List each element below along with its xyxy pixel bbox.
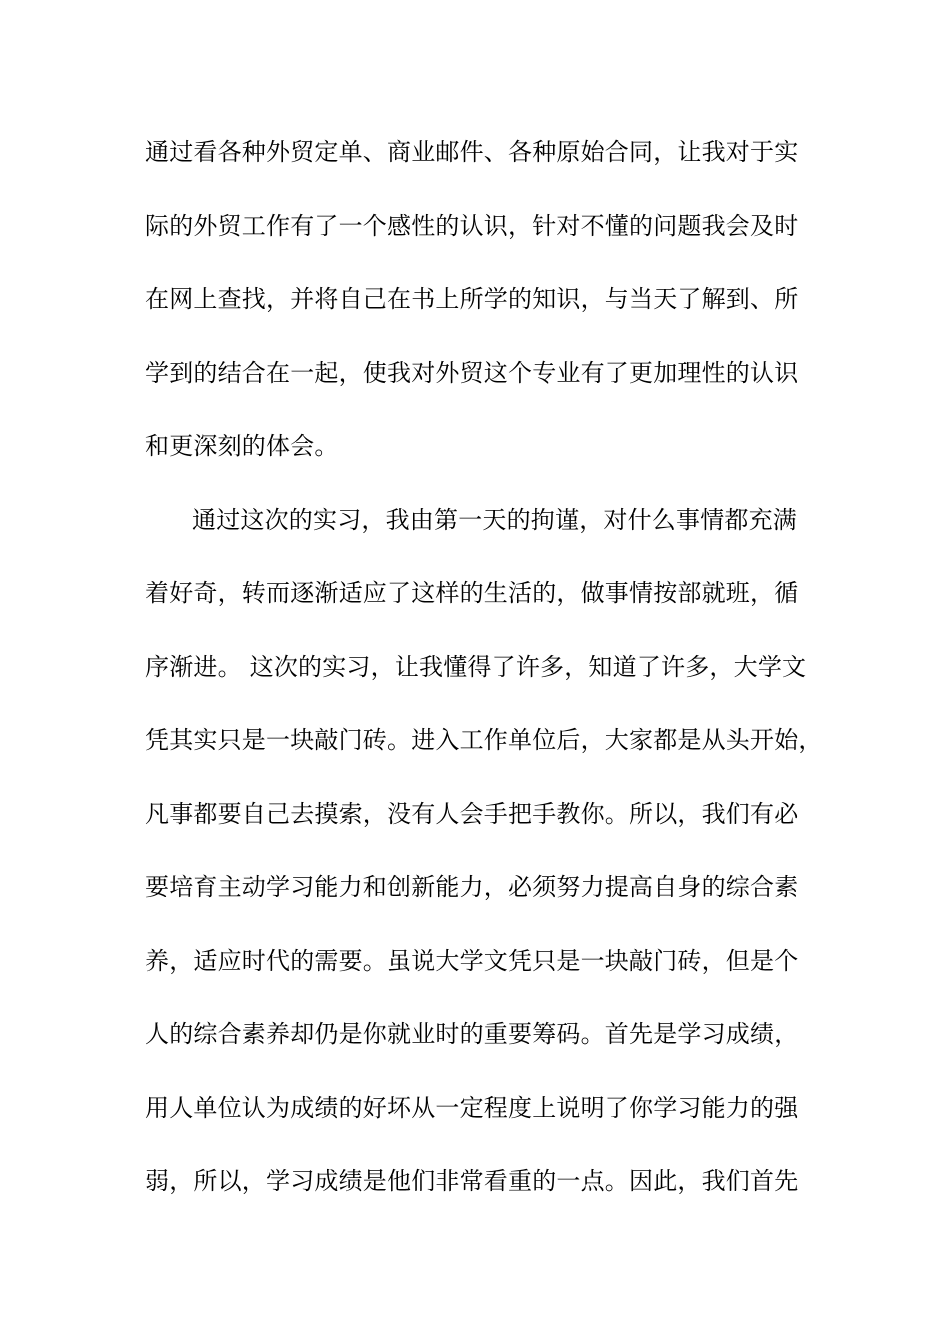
text-line: 凡事都要自己去摸索，没有人会手把手教你。所以，我们有必 [145, 799, 799, 828]
body-text [145, 128, 845, 1231]
text-line: 学到的结合在一起，使我对外贸这个专业有了更加理性的认识 [145, 358, 799, 387]
text-line: 用人单位认为成绩的好坏从一定程度上说明了你学习能力的强 [145, 1093, 799, 1122]
text-line: 着好奇，转而逐渐适应了这样的生活的，做事情按部就班，循 [145, 579, 799, 607]
text-line: 凭其实只是一块敲门砖。进入工作单位后，大家都是从头开始， [145, 726, 823, 754]
text-line: 际的外贸工作有了一个感性的认识，针对不懂的问题我会及时 [145, 211, 799, 240]
text-line: 养，适应时代的需要。虽说大学文凭只是一块敲门砖，但是个 [145, 946, 799, 975]
text-line: 通过看各种外贸定单、商业邮件、各种原始合同，让我对于实 [145, 138, 799, 166]
text-line: 序渐进。 这次的实习，让我懂得了许多，知道了许多，大学文 [145, 652, 807, 681]
text-line: 弱，所以，学习成绩是他们非常看重的一点。因此，我们首先 [145, 1167, 799, 1195]
paragraph-first-line: 通过这次的实习，我由第一天的拘谨，对什么事情都充满 [192, 505, 797, 534]
text-line: 要培育主动学习能力和创新能力，必须努力提高自身的综合素 [145, 873, 799, 901]
text-line: 和更深刻的体会。 [145, 432, 339, 460]
text-line: 在网上查找，并将自己在书上所学的知识，与当天了解到、所 [145, 285, 799, 313]
text-line: 人的综合素养却仍是你就业时的重要筹码。首先是学习成绩， [145, 1020, 799, 1048]
